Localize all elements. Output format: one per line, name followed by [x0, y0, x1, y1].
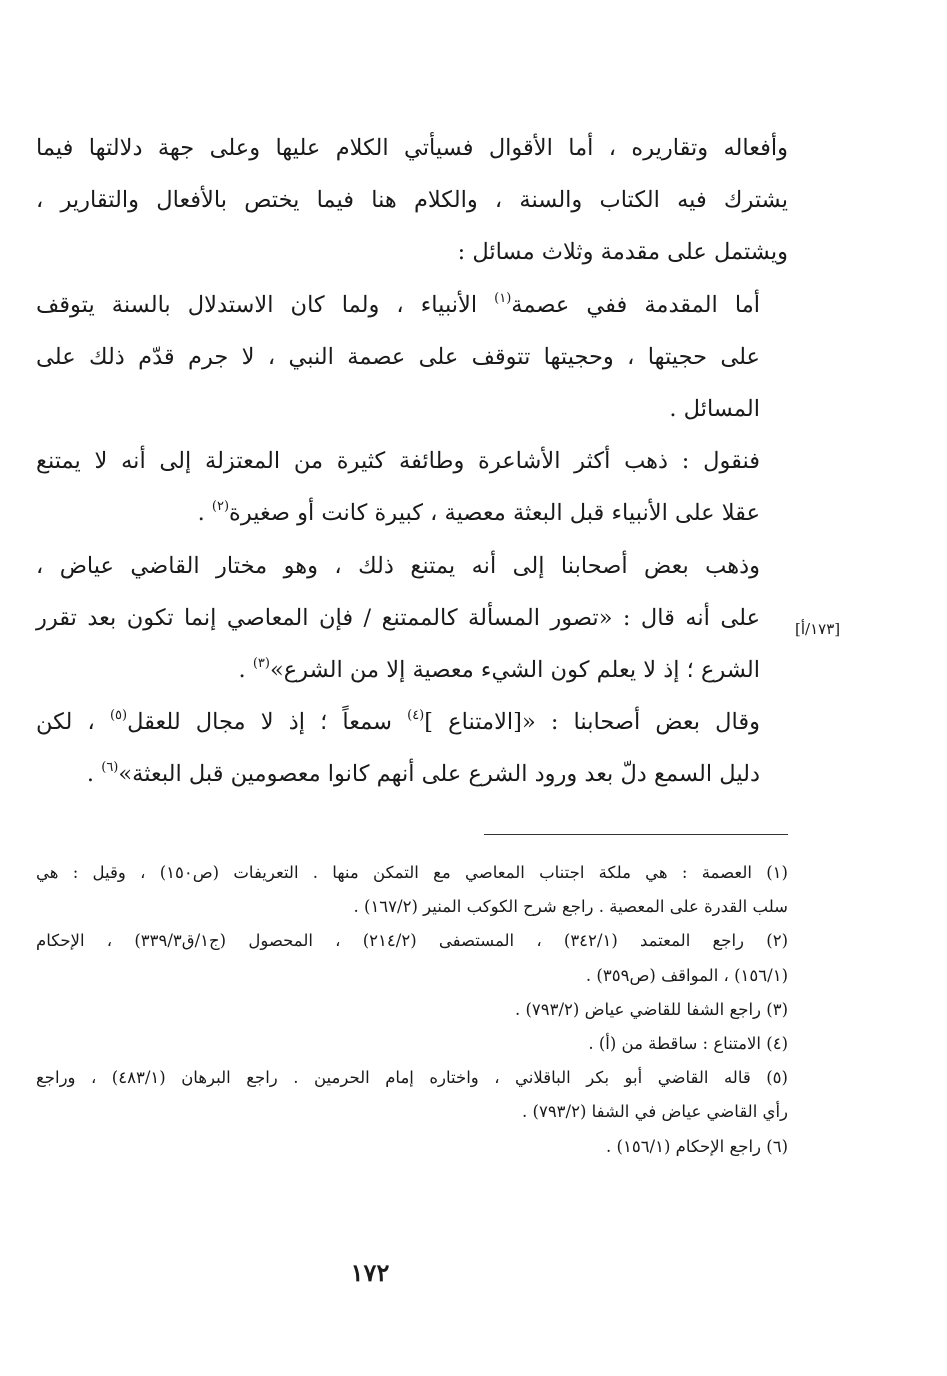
footnote-ref-3[interactable]: (٣) [252, 656, 270, 672]
text-segment: . [238, 657, 253, 684]
footnote-ref-2[interactable]: (٢) [211, 499, 230, 515]
text-line [36, 748, 788, 800]
text-segment: الشرع ؛ إذ لا يعلم كون الشيء معصية إلا من الشرع» [269, 657, 760, 684]
footnote-line: (١) العصمة : هي ملكة اجتناب المعاصي مع التمكن منها . التعريفات (ص١٥٠) ، وقيل : هي [36, 863, 788, 882]
text-line [36, 696, 788, 748]
footnote-5 [36, 1061, 788, 1129]
footnote-line: رأي القاضي عياض في الشفا (٧٩٣/٢) . [522, 1102, 788, 1122]
footnote-line: (٢) راجع المعتمد (٣٤٢/١) ، المستصفى (٢١٤/٢) ، المحصول (ج١/ق٣٣٩/٣) ، الإحكام [36, 931, 788, 951]
footnotes [36, 856, 788, 1164]
main-text [36, 122, 788, 801]
text-line [36, 279, 788, 331]
footnote-separator [484, 834, 788, 835]
footnote-line: سلب القدرة على المعصية . راجع شرح الكوكب المنير (١٦٧/٢) . [353, 897, 788, 917]
text-segment: . [197, 500, 212, 527]
footnote-3: (٣) راجع الشفا للقاضي عياض (٧٩٣/٢) . [514, 999, 788, 1019]
text-segment: عقلا على الأنبياء قبل البعثة معصية ، كبيرة كانت أو صغيرة [229, 500, 760, 527]
footnote-4: (٤) الامتناع : ساقطة من (أ) . [588, 1034, 788, 1054]
paragraph-5 [36, 696, 788, 800]
text-line [36, 487, 788, 539]
text-line: وذهب بعض أصحابنا إلى أنه يمتنع ذلك ، وهو مختار القاضي عياض ، [36, 552, 760, 579]
text-segment: ، لكن [36, 709, 110, 736]
page-number: ١٧٢ [350, 1258, 390, 1287]
footnote-ref-6[interactable]: (٦) [101, 760, 119, 776]
text-segment: أما المقدمة ففي عصمة [511, 291, 760, 318]
manuscript-folio-marker: [١٧٣/أ] [795, 620, 841, 638]
footnote-line: (١٥٦/١) ، المواقف (ص٣٥٩) . [585, 965, 788, 985]
text-segment: وقال بعض أصحابنا : «[الامتناع ] [424, 709, 760, 736]
text-line: يشترك فيه الكتاب والسنة ، والكلام هنا فيما يختص بالأفعال والتقارير ، [36, 187, 788, 214]
text-line [36, 644, 788, 696]
text-segment: سمعاً ؛ إذ لا مجال للعقل [127, 709, 408, 736]
footnote-ref-1[interactable]: (١) [494, 290, 512, 306]
paragraph-4 [36, 540, 788, 697]
paragraph-2 [36, 279, 788, 436]
footnote-1 [36, 856, 788, 924]
text-segment: دليل السمع دلّ بعد ورود الشرع على أنهم كانوا معصومين قبل البعثة» [118, 761, 760, 788]
footnote-2 [36, 924, 788, 992]
text-line: على حجيتها ، وحجيتها تتوقف على عصمة النبي ، لا جرم قدّم ذلك على [36, 343, 760, 370]
text-segment: الأنبياء ، ولما كان الاستدلال بالسنة يتوقف [36, 291, 495, 318]
text-line: فنقول : ذهب أكثر الأشاعرة وطائفة كثيرة من المعتزلة إلى أنه لا يمتنع [36, 448, 760, 475]
text-line: على أنه قال : «تصور المسألة كالممتنع / فإن المعاصي إنما تكون بعد تقرر [36, 604, 760, 631]
footnote-ref-4[interactable]: (٤) [407, 708, 425, 724]
footnote-line: (٥) قاله القاضي أبو بكر الباقلاني ، واختاره إمام الحرمين . راجع البرهان (٤٨٣/١) ، وراجع [36, 1068, 788, 1088]
paragraph-1 [36, 122, 788, 279]
footnote-ref-5[interactable]: (٥) [109, 708, 128, 724]
text-line: المسائل . [669, 396, 760, 423]
text-segment: . [86, 761, 102, 788]
paragraph-3 [36, 435, 788, 539]
footnote-6: (٦) راجع الإحكام (١٥٦/١) . [606, 1136, 788, 1156]
text-line: وأفعاله وتقاريره ، أما الأقوال فسيأتي الكلام عليها وعلى جهة دلالتها فيما [36, 135, 788, 161]
text-line: ويشتمل على مقدمة وثلاث مسائل : [457, 239, 788, 266]
